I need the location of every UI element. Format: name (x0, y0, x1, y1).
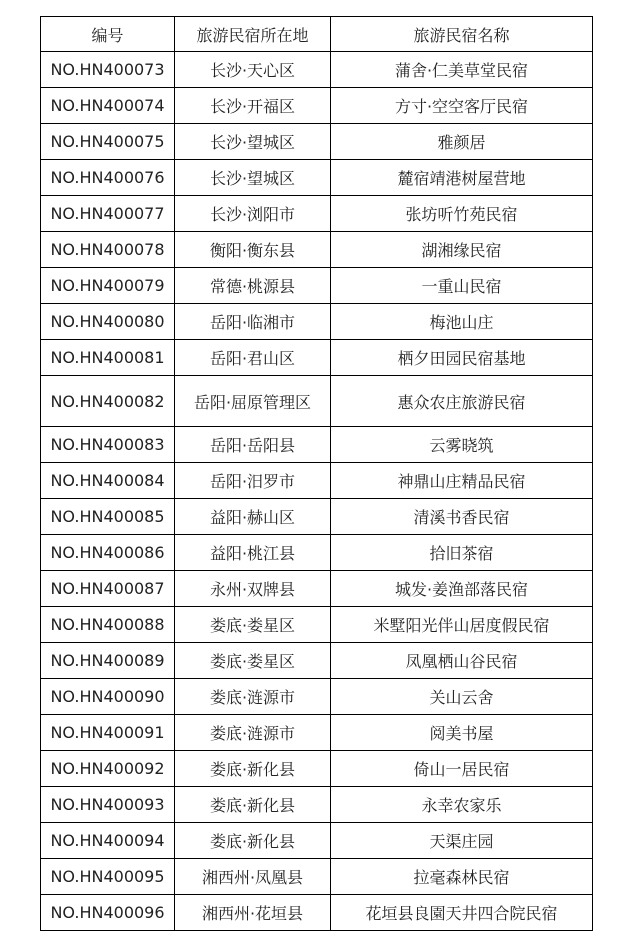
cell-id: NO.HN400083 (41, 427, 175, 463)
cell-id: NO.HN400095 (41, 859, 175, 895)
header-location: 旅游民宿所在地 (175, 17, 331, 52)
cell-name: 张坊听竹苑民宿 (331, 196, 593, 232)
cell-id: NO.HN400074 (41, 88, 175, 124)
table-row (41, 499, 593, 535)
cell-name: 关山云舍 (331, 679, 593, 715)
cell-name: 拉毫森林民宿 (331, 859, 593, 895)
table-row (41, 643, 593, 679)
cell-id: NO.HN400093 (41, 787, 175, 823)
header-id: 编号 (41, 17, 175, 52)
cell-location: 娄底·新化县 (175, 823, 331, 859)
cell-name: 米墅阳光伴山居度假民宿 (331, 607, 593, 643)
cell-name: 一重山民宿 (331, 268, 593, 304)
cell-location: 常德·桃源县 (175, 268, 331, 304)
cell-location: 长沙·浏阳市 (175, 196, 331, 232)
cell-id: NO.HN400075 (41, 124, 175, 160)
cell-name: 云雾晓筑 (331, 427, 593, 463)
table-row (41, 196, 593, 232)
cell-id: NO.HN400087 (41, 571, 175, 607)
table-row (41, 463, 593, 499)
cell-name: 城发·姜渔部落民宿 (331, 571, 593, 607)
cell-name: 麓宿靖港树屋营地 (331, 160, 593, 196)
cell-name: 倚山一居民宿 (331, 751, 593, 787)
cell-id: NO.HN400088 (41, 607, 175, 643)
cell-id: NO.HN400092 (41, 751, 175, 787)
cell-id: NO.HN400076 (41, 160, 175, 196)
table-row (41, 859, 593, 895)
cell-id: NO.HN400082 (41, 376, 175, 427)
cell-name: 方寸·空空客厅民宿 (331, 88, 593, 124)
cell-name: 天渠庄园 (331, 823, 593, 859)
cell-id: NO.HN400080 (41, 304, 175, 340)
cell-id: NO.HN400089 (41, 643, 175, 679)
cell-location: 岳阳·屈原管理区 (175, 376, 331, 427)
table-row (41, 52, 593, 88)
cell-name: 蒲舍·仁美草堂民宿 (331, 52, 593, 88)
table-header (41, 17, 593, 52)
cell-location: 益阳·桃江县 (175, 535, 331, 571)
cell-name: 梅池山庄 (331, 304, 593, 340)
table-row (41, 304, 593, 340)
table-body (41, 52, 593, 931)
table-row (41, 751, 593, 787)
cell-name: 永幸农家乐 (331, 787, 593, 823)
cell-id: NO.HN400090 (41, 679, 175, 715)
cell-id: NO.HN400073 (41, 52, 175, 88)
table-row (41, 340, 593, 376)
cell-id: NO.HN400091 (41, 715, 175, 751)
cell-id: NO.HN400094 (41, 823, 175, 859)
cell-name: 栖夕田园民宿基地 (331, 340, 593, 376)
homestay-list-sheet (40, 16, 592, 931)
cell-name: 阅美书屋 (331, 715, 593, 751)
cell-location: 长沙·望城区 (175, 124, 331, 160)
table-row (41, 823, 593, 859)
table-row (41, 124, 593, 160)
cell-name: 湖湘缘民宿 (331, 232, 593, 268)
cell-location: 娄底·娄星区 (175, 607, 331, 643)
table-row (41, 571, 593, 607)
cell-id: NO.HN400078 (41, 232, 175, 268)
cell-name: 凤凰栖山谷民宿 (331, 643, 593, 679)
cell-location: 益阳·赫山区 (175, 499, 331, 535)
table-row (41, 268, 593, 304)
cell-location: 娄底·新化县 (175, 787, 331, 823)
cell-location: 娄底·涟源市 (175, 715, 331, 751)
homestay-table (40, 16, 593, 931)
table-row (41, 607, 593, 643)
table-row (41, 535, 593, 571)
cell-location: 衡阳·衡东县 (175, 232, 331, 268)
cell-location: 娄底·娄星区 (175, 643, 331, 679)
cell-location: 娄底·新化县 (175, 751, 331, 787)
cell-id: NO.HN400084 (41, 463, 175, 499)
header-name: 旅游民宿名称 (331, 17, 593, 52)
cell-location: 长沙·望城区 (175, 160, 331, 196)
cell-location: 岳阳·汨罗市 (175, 463, 331, 499)
table-row (41, 715, 593, 751)
cell-id: NO.HN400079 (41, 268, 175, 304)
table-row (41, 232, 593, 268)
table-row (41, 376, 593, 427)
cell-location: 岳阳·临湘市 (175, 304, 331, 340)
cell-id: NO.HN400086 (41, 535, 175, 571)
cell-location: 湘西州·花垣县 (175, 895, 331, 931)
table-row (41, 88, 593, 124)
cell-location: 长沙·开福区 (175, 88, 331, 124)
cell-name: 雅颜居 (331, 124, 593, 160)
cell-location: 长沙·天心区 (175, 52, 331, 88)
cell-id: NO.HN400085 (41, 499, 175, 535)
table-row (41, 160, 593, 196)
table-row (41, 679, 593, 715)
cell-location: 永州·双牌县 (175, 571, 331, 607)
cell-location: 岳阳·岳阳县 (175, 427, 331, 463)
cell-name: 花垣县良園天井四合院民宿 (331, 895, 593, 931)
cell-name: 拾旧茶宿 (331, 535, 593, 571)
table-row (41, 787, 593, 823)
table-row (41, 895, 593, 931)
table-row (41, 427, 593, 463)
cell-id: NO.HN400096 (41, 895, 175, 931)
cell-name: 神鼎山庄精品民宿 (331, 463, 593, 499)
cell-location: 岳阳·君山区 (175, 340, 331, 376)
cell-id: NO.HN400077 (41, 196, 175, 232)
cell-name: 清溪书香民宿 (331, 499, 593, 535)
cell-name: 惠众农庄旅游民宿 (331, 376, 593, 427)
cell-location: 湘西州·凤凰县 (175, 859, 331, 895)
header-row (41, 17, 593, 52)
cell-id: NO.HN400081 (41, 340, 175, 376)
cell-location: 娄底·涟源市 (175, 679, 331, 715)
